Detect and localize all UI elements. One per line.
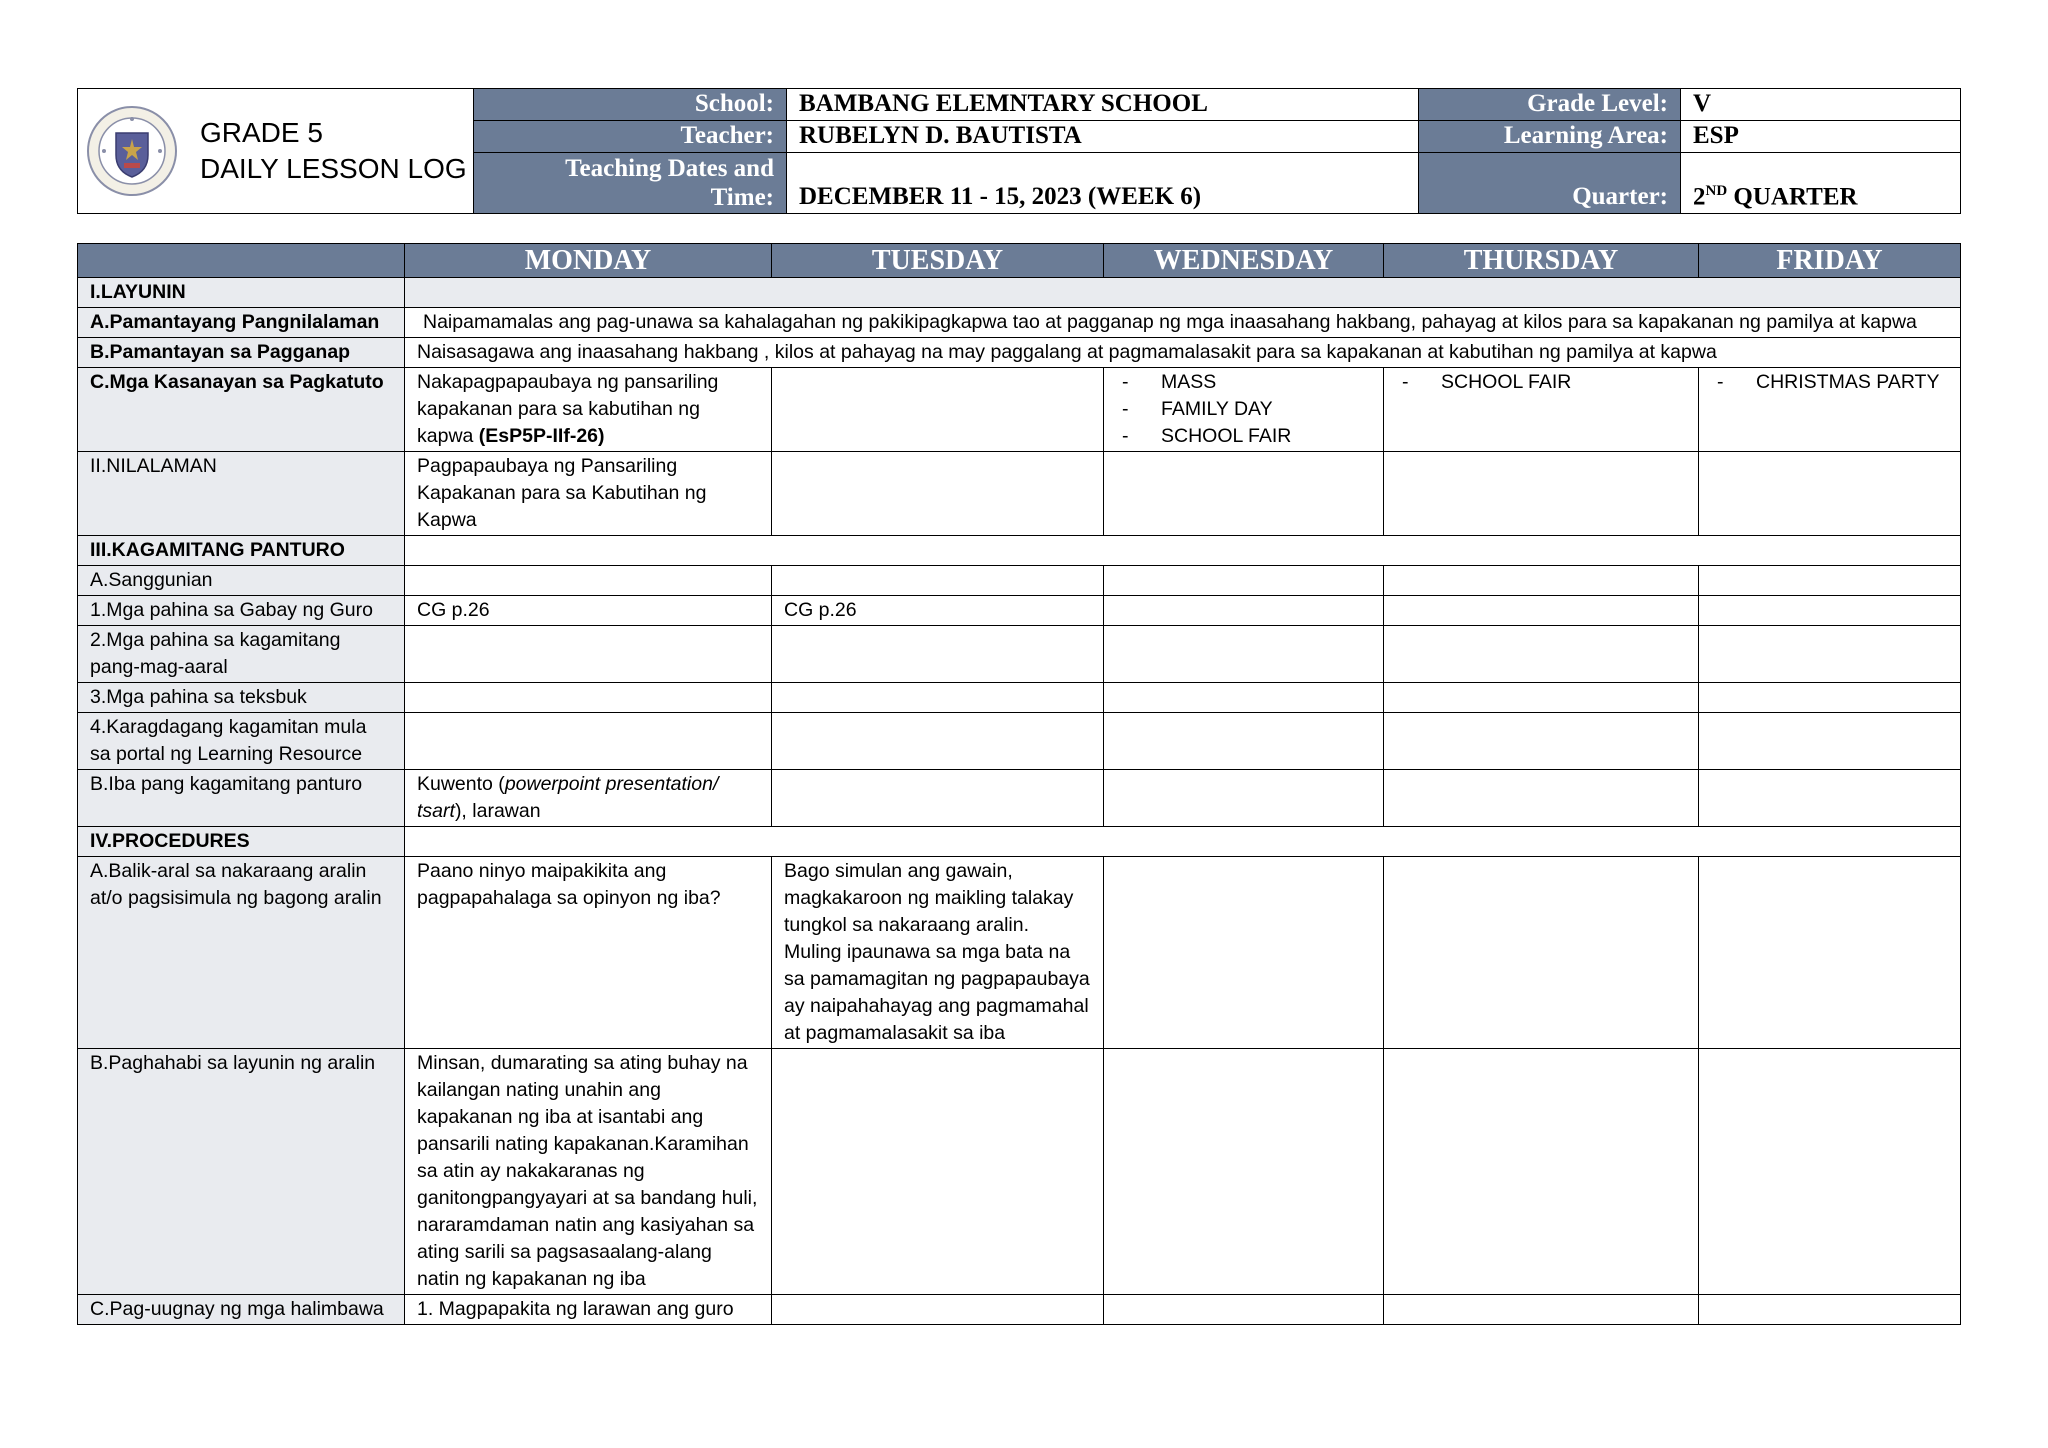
- day-header: WEDNESDAY: [1104, 244, 1384, 278]
- paghahabi-monday: Minsan, dumarating sa ating buhay na kailangan nating unahin ang kapakanan ng iba at isantabi ang pansarili nating kapakanan.Karamihan sa atin ay nakakaranas ng ganitongpangyayari at sa bandang huli, nararamdaman natin ang kasiyahan sa ating sarili sa pagsasaalang-alang natin ng kapakanan ng iba: [405, 1049, 772, 1295]
- balik-tuesday: Bago simulan ang gawain, magkakaroon ng maikling talakay tungkol sa nakaraang aralin. Muling ipaunawa sa mga bata na sa pamamagitan ng pagpapaubaya ay naipahahayag ang pagmamahal at pagmamalasakit sa iba: [772, 857, 1104, 1049]
- school-label: School:: [474, 89, 787, 121]
- quarter-suffix: ND: [1705, 182, 1728, 199]
- row-label: C.Mga Kasanayan sa Pagkatuto: [78, 368, 405, 452]
- pagganap-text: Naisasagawa ang inaasahang hakbang , kilos at pahayag na may paggalang at pagmamalasakit para sa kapakanan at kabutihan ng pamilya at kapwa: [405, 338, 1961, 368]
- school-value: BAMBANG ELEMNTARY SCHOOL: [787, 89, 1419, 121]
- dates-label-line1: Teaching Dates and: [565, 154, 774, 182]
- day-header: FRIDAY: [1699, 244, 1961, 278]
- learning-area-label: Learning Area:: [1419, 120, 1681, 152]
- cell-wednesday: [1104, 1295, 1384, 1325]
- cell-tuesday: [772, 452, 1104, 536]
- row-label: B.Paghahabi sa layunin ng aralin: [78, 1049, 405, 1295]
- table-row: [78, 596, 1961, 626]
- iba-text-1: Kuwento (: [417, 773, 505, 795]
- row-label: 1.Mga pahina sa Gabay ng Guro: [78, 596, 405, 626]
- grade-level-label: Grade Level:: [1419, 89, 1681, 121]
- table-row: [78, 1049, 1961, 1295]
- cell-monday: [405, 713, 772, 770]
- section-fill: [405, 536, 1961, 566]
- cell-friday: [1699, 452, 1961, 536]
- cell-thursday: [1384, 566, 1699, 596]
- list-item: - MASS: [1116, 369, 1371, 396]
- dates-label-line2: Time:: [710, 183, 774, 211]
- cell-friday: [1699, 626, 1961, 683]
- cell-wednesday: [1104, 626, 1384, 683]
- cell-thursday: [1384, 713, 1699, 770]
- table-row: [78, 368, 1961, 452]
- day-header-row: [78, 244, 1961, 278]
- list-item: - FAMILY DAY: [1116, 396, 1371, 423]
- table-row: [78, 713, 1961, 770]
- cell-thursday: [1384, 452, 1699, 536]
- table-row: [78, 536, 1961, 566]
- cell-wednesday: [1104, 452, 1384, 536]
- table-row: [78, 338, 1961, 368]
- cell-wednesday: [1104, 770, 1384, 827]
- row-label: 3.Mga pahina sa teksbuk: [78, 683, 405, 713]
- cell-friday: [1699, 713, 1961, 770]
- header-table: [77, 88, 1961, 214]
- section-label: III.KAGAMITANG PANTURO: [78, 536, 405, 566]
- cell-friday: [1699, 683, 1961, 713]
- cell-wednesday: [1104, 596, 1384, 626]
- cell-thursday: [1384, 770, 1699, 827]
- table-row: [78, 857, 1961, 1049]
- iba-text-3: ), larawan: [454, 800, 541, 822]
- gabay-tuesday: CG p.26: [772, 596, 1104, 626]
- nilalaman-text: Pagpapaubaya ng Pansariling Kapakanan para sa Kabutihan ng Kapwa: [405, 452, 772, 536]
- list-item: - CHRISTMAS PARTY: [1711, 369, 1948, 396]
- quarter-number: 2: [1693, 183, 1706, 210]
- teacher-value: RUBELYN D. BAUTISTA: [787, 120, 1419, 152]
- table-row: [78, 566, 1961, 596]
- cell-friday: [1699, 368, 1961, 452]
- iba-monday: [405, 770, 772, 827]
- cell-thursday: [1384, 683, 1699, 713]
- gabay-monday: CG p.26: [405, 596, 772, 626]
- corner-header: [78, 244, 405, 278]
- cell-wednesday: [1104, 857, 1384, 1049]
- quarter-label: Quarter:: [1419, 152, 1681, 214]
- cell-wednesday: [1104, 1049, 1384, 1295]
- row-label: B.Iba pang kagamitang panturo: [78, 770, 405, 827]
- quarter-word: QUARTER: [1733, 183, 1858, 210]
- day-header: MONDAY: [405, 244, 772, 278]
- table-row: [78, 683, 1961, 713]
- lesson-log-table: [77, 243, 1961, 1325]
- row-label: C.Pag-uugnay ng mga halimbawa: [78, 1295, 405, 1325]
- table-row: [78, 770, 1961, 827]
- cell-thursday: [1384, 626, 1699, 683]
- cell-monday: [405, 626, 772, 683]
- list-item: - SCHOOL FAIR: [1116, 423, 1371, 450]
- cell-friday: [1699, 1049, 1961, 1295]
- grade-title: GRADE 5: [200, 117, 323, 148]
- cell-tuesday: [772, 713, 1104, 770]
- cell-friday: [1699, 596, 1961, 626]
- section-fill: [405, 827, 1961, 857]
- cell-wednesday: [1104, 566, 1384, 596]
- dates-value: DECEMBER 11 - 15, 2023 (WEEK 6): [787, 152, 1419, 214]
- cell-wednesday: [1104, 368, 1384, 452]
- kasanayan-text: Nakapagpapaubaya ng pansariling kapakanan para sa kabutihan ng kapwa: [417, 371, 719, 447]
- section-label: IV.PROCEDURES: [78, 827, 405, 857]
- cell-friday: [1699, 1295, 1961, 1325]
- table-row: [78, 452, 1961, 536]
- cell-tuesday: [772, 770, 1104, 827]
- cell-wednesday: [1104, 713, 1384, 770]
- log-title: DAILY LESSON LOG: [200, 153, 467, 184]
- cell-monday: [405, 683, 772, 713]
- balik-monday: Paano ninyo maipakikita ang pagpapahalaga sa opinyon ng iba?: [405, 857, 772, 1049]
- cell-tuesday: [772, 626, 1104, 683]
- cell-thursday: [1384, 1049, 1699, 1295]
- cell-tuesday: [772, 1049, 1104, 1295]
- row-label: A.Balik-aral sa nakaraang aralin at/o pagsisimula ng bagong aralin: [78, 857, 405, 1049]
- table-row: [78, 827, 1961, 857]
- cell-thursday: [1384, 857, 1699, 1049]
- cell-tuesday: [772, 566, 1104, 596]
- cell-thursday: [1384, 368, 1699, 452]
- row-label: B.Pamantayan sa Pagganap: [78, 338, 405, 368]
- table-row: [78, 278, 1961, 308]
- cell-tuesday: [772, 1295, 1104, 1325]
- row-label: A.Pamantayang Pangnilalaman: [78, 308, 405, 338]
- cell-friday: [1699, 770, 1961, 827]
- cell-wednesday: [1104, 683, 1384, 713]
- table-row: [78, 626, 1961, 683]
- day-header: TUESDAY: [772, 244, 1104, 278]
- competency-code: (EsP5P-IIf-26): [478, 425, 605, 447]
- row-label: A.Sanggunian: [78, 566, 405, 596]
- cell-thursday: [1384, 596, 1699, 626]
- cell-tuesday: [772, 368, 1104, 452]
- row-label: 2.Mga pahina sa kagamitang pang-mag-aaral: [78, 626, 405, 683]
- table-row: [78, 308, 1961, 338]
- cell-friday: [1699, 857, 1961, 1049]
- iba-text-2: powerpoint presentation/ tsart: [417, 773, 719, 822]
- section-fill: [405, 278, 1961, 308]
- table-row: [78, 1295, 1961, 1325]
- list-item: - SCHOOL FAIR: [1396, 369, 1686, 396]
- cell-thursday: [1384, 1295, 1699, 1325]
- cell-friday: [1699, 566, 1961, 596]
- day-header: THURSDAY: [1384, 244, 1699, 278]
- cell-monday: [405, 566, 772, 596]
- cell-monday: [405, 368, 772, 452]
- row-label: II.NILALAMAN: [78, 452, 405, 536]
- grade-level-value: V: [1681, 89, 1961, 121]
- learning-area-value: ESP: [1681, 120, 1961, 152]
- dates-label: [474, 152, 787, 214]
- quarter-value: [1681, 152, 1961, 214]
- teacher-label: Teacher:: [474, 120, 787, 152]
- cell-tuesday: [772, 683, 1104, 713]
- pamantayang-text: Naipamamalas ang pag-unawa sa kahalagahan ng pakikipagkapwa tao at pagganap ng mga inaasahang hakbang, pahayag at kilos para sa kapakanan ng pamilya at kapwa: [405, 308, 1961, 338]
- logo-title-cell: [78, 89, 474, 214]
- section-label: I.LAYUNIN: [78, 278, 405, 308]
- row-label: 4.Karagdagang kagamitan mula sa portal ng Learning Resource: [78, 713, 405, 770]
- pag-uugnay-monday: 1. Magpapakita ng larawan ang guro: [405, 1295, 772, 1325]
- deped-seal-icon: [86, 105, 178, 197]
